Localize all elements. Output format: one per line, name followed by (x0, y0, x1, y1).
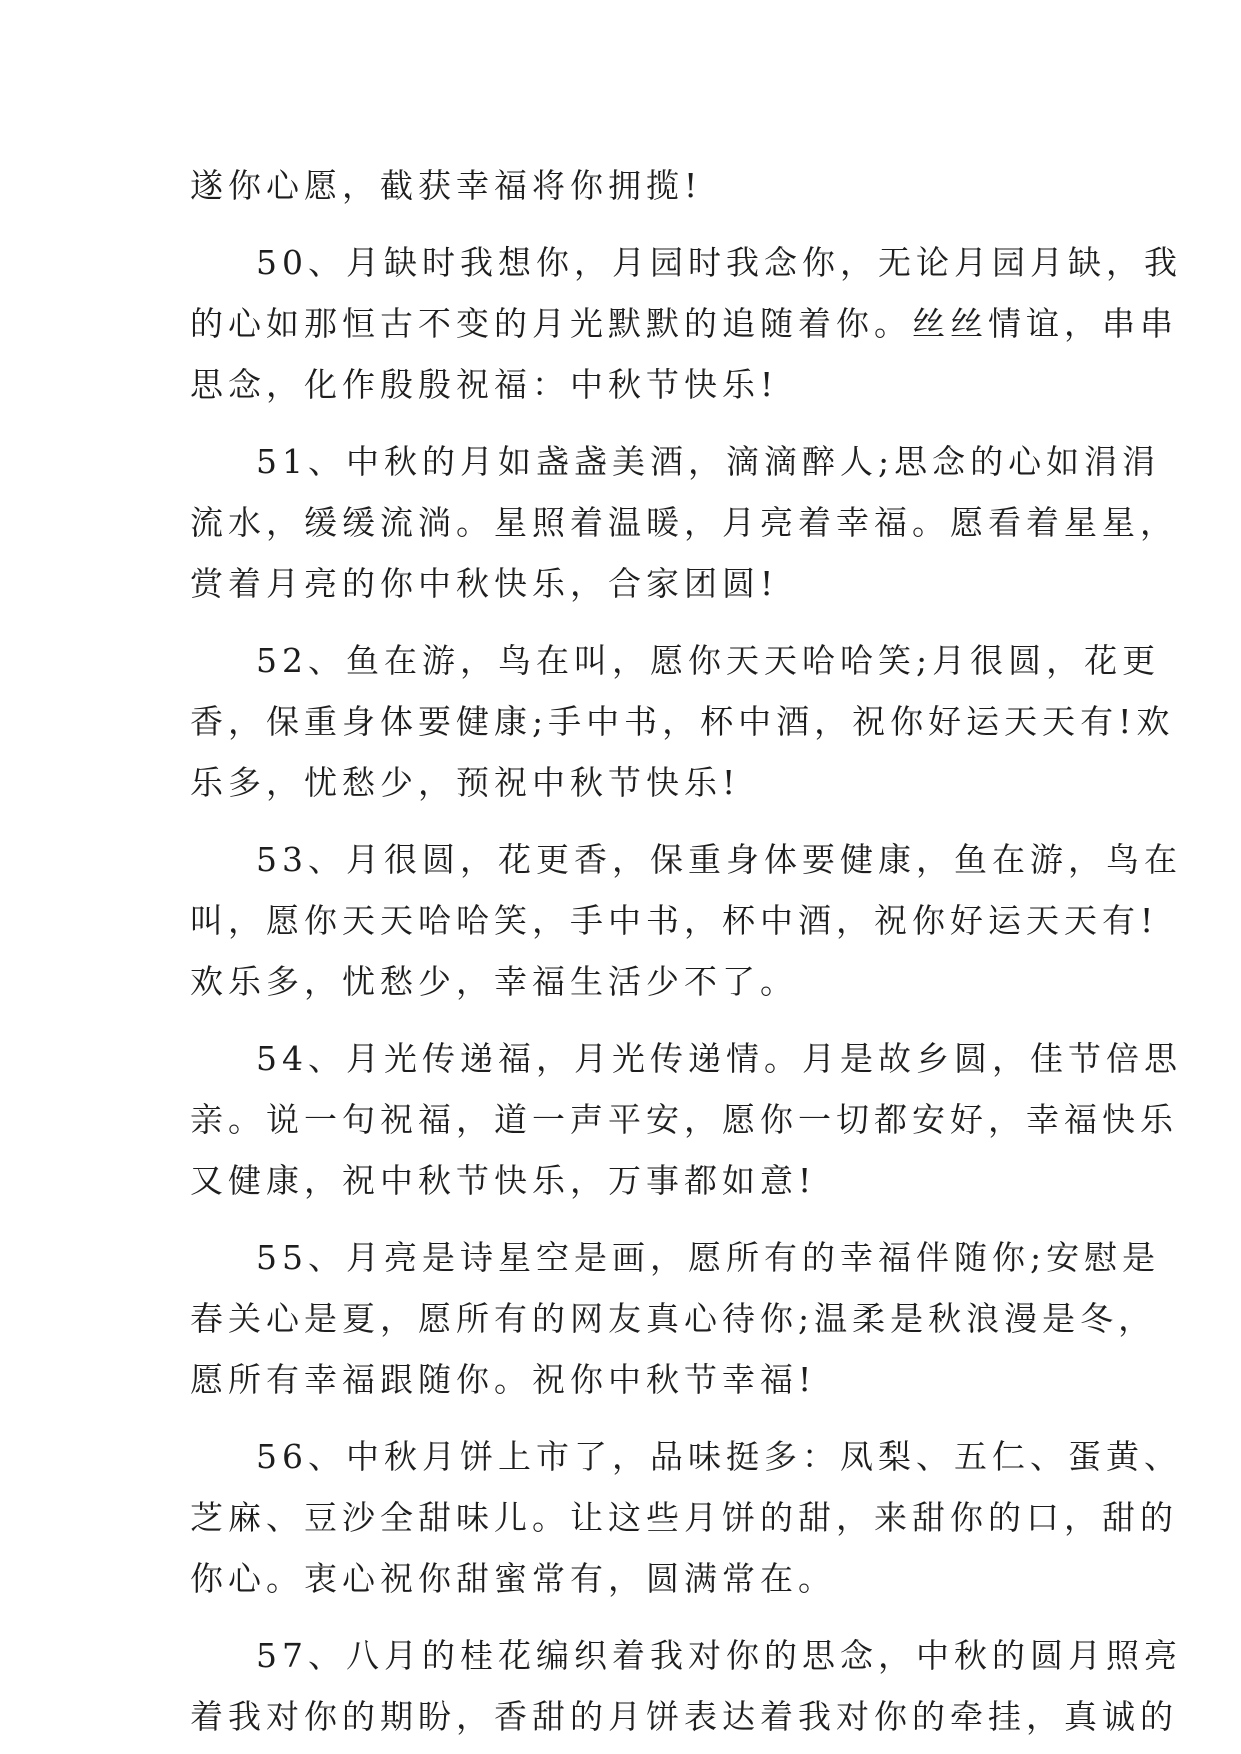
paragraph-54-line-2: 亲。说一句祝福，道一声平安，愿你一切都安好，幸福快乐 (190, 1100, 1178, 1139)
paragraph-gap (190, 813, 1052, 829)
paragraph-50-line-1: 50、月缺时我想你，月园时我念你，无论月园月缺，我 (256, 243, 1182, 282)
paragraph-54-line-1: 54、月光传递福，月光传递情。月是故乡圆，佳节倍思 (256, 1039, 1182, 1078)
paragraph-52-line-1: 52、鱼在游，鸟在叫，愿你天天哈哈笑;月很圆，花更 (256, 641, 1161, 680)
paragraph-54-line-3: 又健康，祝中秋节快乐，万事都如意! (190, 1161, 817, 1200)
paragraph-57-line-2: 着我对你的期盼，香甜的月饼表达着我对你的牵挂，真诚的 (190, 1697, 1178, 1736)
paragraph-gap (190, 216, 1052, 232)
paragraph-gap (190, 1609, 1052, 1625)
paragraph-52-line-2: 香，保重身体要健康;手中书，杯中酒，祝你好运天天有!欢 (190, 702, 1175, 741)
paragraph-51-line-3: 赏着月亮的你中秋快乐，合家团圆! (190, 564, 779, 603)
paragraph-53-line-1: 53、月很圆，花更香，保重身体要健康，鱼在游，鸟在 (256, 840, 1182, 879)
paragraph-53-line-3: 欢乐多，忧愁少，幸福生活少不了。 (190, 962, 798, 1001)
paragraph-56-line-2: 芝麻、豆沙全甜味儿。让这些月饼的甜，来甜你的口，甜的 (190, 1498, 1178, 1537)
document-body (190, 155, 1182, 1747)
paragraph-50-line-3: 思念，化作殷殷祝福：中秋节快乐! (190, 365, 779, 404)
paragraph-gap (190, 415, 1052, 431)
paragraph-51-line-2: 流水，缓缓流淌。星照着温暖，月亮着幸福。愿看着星星， (190, 503, 1178, 542)
paragraph-55-line-2: 春关心是夏，愿所有的网友真心待你;温柔是秋浪漫是冬， (190, 1299, 1157, 1338)
paragraph-51-line-1: 51、中秋的月如盏盏美酒，滴滴醉人;思念的心如涓涓 (256, 442, 1161, 481)
paragraph-57-line-1: 57、八月的桂花编织着我对你的思念，中秋的圆月照亮 (256, 1636, 1182, 1675)
paragraph-56-line-1: 56、中秋月饼上市了，品味挺多：凤梨、五仁、蛋黄、 (256, 1437, 1182, 1476)
paragraph-gap (190, 614, 1052, 630)
paragraph-55-line-3: 愿所有幸福跟随你。祝你中秋节幸福! (190, 1360, 817, 1399)
paragraph-56-line-3: 你心。衷心祝你甜蜜常有，圆满常在。 (190, 1559, 836, 1598)
paragraph-gap (190, 1012, 1052, 1028)
paragraph-55-line-1: 55、月亮是诗星空是画，愿所有的幸福伴随你;安慰是 (256, 1238, 1161, 1277)
paragraph-52-line-3: 乐多，忧愁少，预祝中秋节快乐! (190, 763, 741, 802)
paragraph-gap (190, 1410, 1052, 1426)
text-line: 遂你心愿，截获幸福将你拥揽! (190, 166, 703, 205)
paragraph-53-line-2: 叫，愿你天天哈哈笑，手中书，杯中酒，祝你好运天天有! (190, 901, 1159, 940)
paragraph-gap (190, 1211, 1052, 1227)
paragraph-50-line-2: 的心如那恒古不变的月光默默的追随着你。丝丝情谊，串串 (190, 304, 1178, 343)
